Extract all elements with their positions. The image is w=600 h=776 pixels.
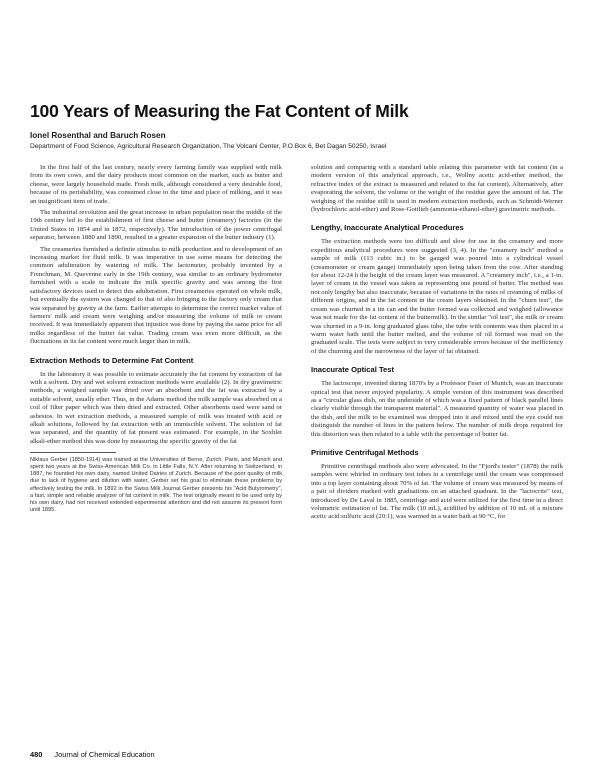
body-paragraph: Primitive centrifugal methods also were advocated. In the "Fjord's tester" (1878) the milk samples were whirled in ordinary test tubes in a centrifuge until the cream was compressed into a top layer containing about 70% of fat. The volume of cream was measured by means of a pair of dividers marked with graduations on an attached quadrant. In the "lactocrite" test, introduced by De Laval in 1885, centrifuge and acid were utilized for the first time in a direct volumetric estimation of fat. The milk (10 mL), acidified by addition of 10 mL of a mixture acetic acid:sulfuric acid (20:1), was warmed in a water bath at 90 °C, for bbox=[311, 462, 563, 521]
right-column bbox=[311, 164, 563, 525]
body-paragraph: solution and comparing with a standard table relating this parameter with fat content (in a modern version of this analytical approach, i.e., Wollny acetic acid-ether method, the refractive index of the extract is measured and related to the fat content). Alternatively, after evaporating the solvent, the volume or the weight of the residue gave the amount of fat. The weighing of the residue still is used in modern extraction methods, such as Schmidt-Werner (hydrochloric acid-ether) and Rose-Gottlieb (ammonia-ethanol-ether) gravimetric methods. bbox=[311, 164, 563, 214]
section-heading: Inaccurate Optical Test bbox=[311, 365, 394, 375]
footnote: Niklaus Gerber (1850-1914) was trained at the Universities of Berne, Zurich, Paris, and Munich and spent two years at the Swiss-American Milk Co. in Little Falls, N.Y. After returning to Switzerland, in 1887, he founded his own dairy, named United Dairies of Zurich. Because of the poor quality of milk due to lack of hygiene and dilution with water, Gerber set his goal to eliminate these problems by effectively testing the milk. In 1892 in the Swiss Milk Journal Gerber presents his "Acid Butyrometry", a fast, simple and reliable analyzer of fat content in milk. The test originally meant to be used only by his own dairy, had not received extended experimental attention and did not assume its present form until 1895. bbox=[30, 457, 282, 513]
article-affiliation: Department of Food Science, Agricultural Research Organization, The Volcani Center, P.O.Box 6, Bet Dagan 50250, Israel bbox=[30, 143, 387, 150]
left-column bbox=[30, 164, 282, 514]
section-heading: Primitive Centrifugal Methods bbox=[311, 447, 419, 457]
journal-name: Journal of Chemical Education bbox=[54, 750, 155, 759]
article-authors: Ionel Rosenthal and Baruch Rosen bbox=[30, 131, 166, 140]
article-title: 100 Years of Measuring the Fat Content of Milk bbox=[30, 101, 409, 121]
section-heading: Extraction Methods to Determine Fat Content bbox=[30, 355, 194, 365]
body-paragraph: The lactoscope, invented during 1870's by a Professor Feser of Munich, was an inaccurate optical test that never enjoyed popularity. A simple version of this instrument was described as a "circular glass dish, on the underside of which was a fixed pattern of black parallel lines clearly visible through the transparent material". A measured quantity of water was placed in the dish, and the milk to be examined was dropped into it and mixed until the eye could not distinguish the number of lines in the pattern below. The number of milk drops required for this distortion was then related to a table with the percentage of butter fat. bbox=[311, 380, 563, 438]
body-paragraph: In the laboratory it was possible to estimate accurately the fat content by extraction of fat with a solvent. Dry and wet solvent extraction methods were available (2). In dry gravimetric methods, a weighed sample was dried over an absorbent and the fat was extracted by a suitable solvent, usually ether. Thus, in the Adams method the milk sample was absorbed on a coil of filter paper which was then dried and extracted. Other absorbents used were sand or asbestos. In wet extraction methods, a measured sample of milk was treated with acid or alkali solutions, followed by fat extraction with an immiscible solvent. The solution of fat was separated, and the quantity of fat present was estimated. For example, in the Soxhlet alkali-ether method this was done by measuring the specific gravity of the fat bbox=[30, 370, 282, 445]
section-heading: Lengthy, Inaccurate Analytical Procedures bbox=[311, 223, 464, 233]
body-paragraph: The extraction methods were too difficult and slow for use in the creamery and more expeditious analytical procedures were suggested (3, 4). In the "creamery inch" method a sample of milk (113 cubic in.) to be gauged was poured into a cylindrical vessel (creamometer or cream gauge) immediately upon being taken from the cow. After standing for about 12-24 h the height of the cream layer was measured. A "creamery inch", i.e., a 1-in. layer of cream in the vessel was taken as representing one pound of butter. The method was not only lengthy but also inaccurate, because of variations in the rates of creaming of milks of different origins, and in the fat content in the cream layers obtained. In the "churn test", the cream was churned in a tin can and the butter formed was collected and weighed (allowance was not made for the fat content of the buttermilk). In the similar "oil test", the milk or cream was churned in a 9-in. long graduated glass tube, the tube with contents was then placed in a warm water bath until the butter melted, and the volume of oil formed was read on the graduated scale. The tests were subject to very considerable errors because of the inefficiency of the churning and the narrowness of the layer of fat obtained. bbox=[311, 238, 563, 355]
body-paragraph: The creameries furnished a definite stimulus to milk production and to development of an increasing market for fluid milk. It was imperative in use some means for detecting the common adulteration by watering of milk. The lactometer, probably invented by a Frenchman, M. Quevenne early in the 19th century, was similar to an ordinary hydrometer furnished with a scale to indicate the milk specific gravity and was among the first satisfactory devices used to detect this adulteration. First creameries operated on whole milk, but eventually the system was changed to that of also bringing to the factory only cream that was separated by gravity at the farm. Earlier attempts to determine the correct market value of farmers' milk and cream were weighing and/or measuring the volume of milk or cream received. It was immediately apparent that injustice was done by paying the same price for all milks regardless of the butter fat value. Trading cream was even more difficult, as the fluctuations in its fat content were much larger than in milk. bbox=[30, 245, 282, 346]
body-paragraph: In the first half of the last century, nearly every farming family was supplied with milk from its own cows, and the dairy products most common on the market, such as butter and cheese, were largely household made. Fresh milk, although considered a very desirable food, because of its perishability, was consumed close to the time and place of milking, and it was an insignificant item of trade. bbox=[30, 164, 282, 205]
footnote-divider bbox=[30, 452, 116, 453]
page-footer bbox=[30, 750, 155, 759]
body-paragraph: The industrial revolution and the great increase in urban population near the middle of the 19th century led to the establishment of first cheese and butter (creamery) factories (in the United States in 1854 and in 1872, respectively). The introduction of the power centrifugal separator, between 1880 and 1890, resulted in a greater expansion of the butter industry (1). bbox=[30, 209, 282, 242]
page-number: 480 bbox=[30, 750, 43, 759]
